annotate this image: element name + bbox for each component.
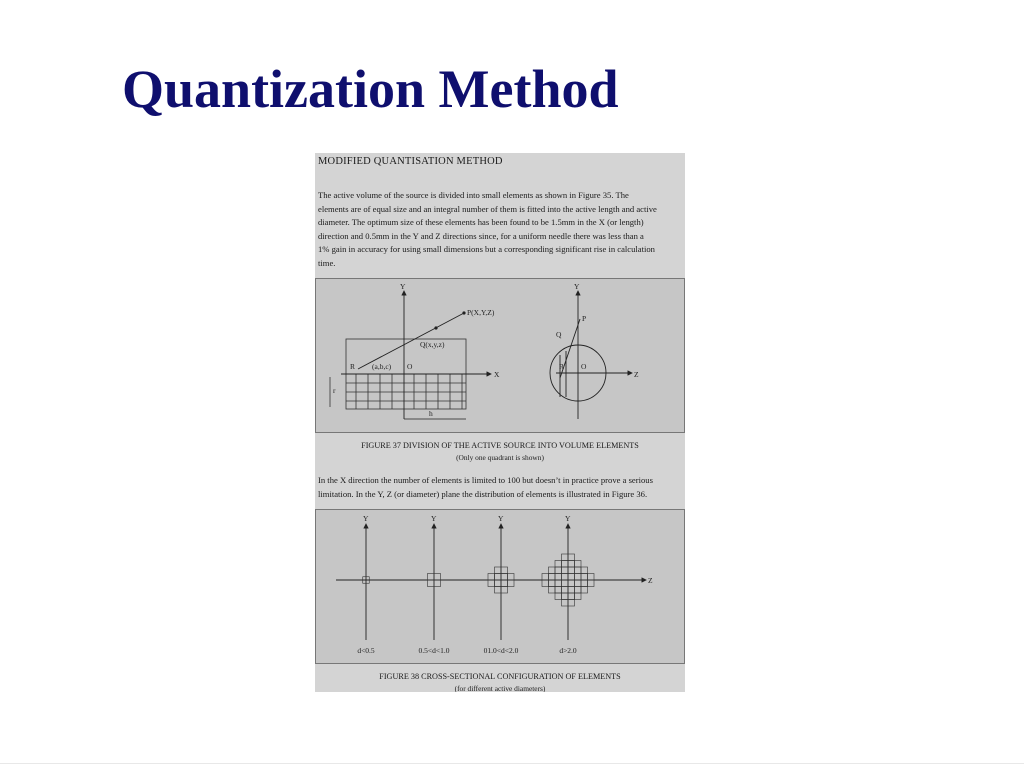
fig37-label-rdim: r [333, 386, 336, 395]
grid-cell [501, 587, 508, 594]
figure-38-caption: FIGURE 38 CROSS-SECTIONAL CONFIGURATION OF ELEMENTS [379, 672, 621, 681]
grid-cell [555, 593, 562, 600]
fig37-label-abc: (a,b,c) [372, 362, 392, 371]
fig37-label-p-right: P [582, 314, 587, 323]
grid-cell [549, 587, 556, 594]
grid-cell [549, 567, 556, 574]
grid-cell [549, 580, 556, 587]
grid-cell [588, 580, 595, 587]
grid-cell [568, 554, 575, 561]
fig38-label-y: Y [498, 514, 504, 523]
grid-cell [568, 593, 575, 600]
grid-cell [575, 593, 582, 600]
figure-37-ray [358, 313, 464, 369]
grid-cell [434, 580, 441, 587]
scanned-document-image [315, 153, 685, 692]
grid-cell [562, 587, 569, 594]
grid-cell [562, 567, 569, 574]
figure-38-panel-label: 0.5<d<1.0 [418, 646, 450, 655]
figure-38-panel [542, 514, 594, 655]
fig38-label-y: Y [565, 514, 571, 523]
grid-cell [575, 574, 582, 581]
scan-heading: MODIFIED QUANTISATION METHOD [318, 156, 503, 167]
fig37-label-x: X [494, 370, 500, 379]
grid-cell [581, 587, 588, 594]
grid-cell [428, 574, 435, 581]
paragraph-line: 1% gain in accuracy for using small dimensions but a corresponding significant rise in calculation [318, 244, 655, 254]
grid-cell [501, 580, 508, 587]
figure-38-panel-label: d>2.0 [559, 646, 577, 655]
grid-cell [555, 567, 562, 574]
figure-38-panel [484, 514, 519, 655]
figure-38-panel-label: 01.0<d<2.0 [483, 646, 519, 655]
grid-cell [555, 574, 562, 581]
grid-cell [581, 574, 588, 581]
scan-paragraph-1 [318, 189, 684, 270]
grid-cell [549, 574, 556, 581]
grid-cell [568, 574, 575, 581]
grid-cell [562, 561, 569, 568]
fig37-label-h: h [429, 409, 433, 418]
paragraph-line: limitation. In the Y, Z (or diameter) plane the distribution of elements is illustrated in Figure 36. [318, 488, 648, 499]
grid-cell [428, 580, 435, 587]
grid-cell [575, 580, 582, 587]
fig37-label-y: Y [400, 282, 406, 291]
figure-37-subcaption: (Only one quadrant is shown) [456, 453, 544, 462]
fig37-label-r-right: R [559, 362, 565, 371]
figure-38-subcaption: (for different active diameters) [454, 684, 546, 692]
grid-cell [555, 587, 562, 594]
grid-cell [562, 593, 569, 600]
grid-cell [501, 567, 508, 574]
grid-cell [562, 554, 569, 561]
paragraph-line: diameter. The optimum size of these elements has been found to be 1.5mm in the X (or length) [318, 217, 644, 227]
grid-cell [575, 587, 582, 594]
fig38-label-y: Y [363, 514, 369, 523]
paragraph-line: direction and 0.5mm in the Y and Z directions since, for a uniform needle there was less than a [318, 230, 644, 241]
grid-cell [501, 574, 508, 581]
grid-cell [488, 574, 495, 581]
grid-cell [555, 561, 562, 568]
grid-cell [568, 600, 575, 607]
figure-37-caption: FIGURE 37 DIVISION OF THE ACTIVE SOURCE INTO VOLUME ELEMENTS [361, 441, 639, 450]
paragraph-line: In the X direction the number of elements is limited to 100 but doesn’t in practice prove a serious [318, 475, 653, 485]
grid-cell [588, 574, 595, 581]
paragraph-line: The active volume of the source is divided into small elements as shown in Figure 35. The [318, 190, 629, 200]
grid-cell [575, 567, 582, 574]
fig37-label-q: Q(x,y,z) [420, 340, 445, 349]
grid-cell [508, 574, 515, 581]
fig37-label-y-right: Y [574, 282, 580, 291]
grid-cell [562, 574, 569, 581]
grid-cell [568, 567, 575, 574]
scan-paragraph-2 [318, 474, 684, 501]
figure-38-diagram [315, 509, 685, 664]
grid-cell [562, 580, 569, 587]
grid-cell [434, 574, 441, 581]
grid-cell [495, 580, 502, 587]
grid-cell [542, 580, 549, 587]
grid-cell [495, 574, 502, 581]
slide-footer-divider [0, 763, 1024, 764]
grid-cell [488, 580, 495, 587]
figure-38-panel [357, 514, 375, 655]
slide-title: Quantization Method [122, 59, 619, 119]
grid-cell [581, 580, 588, 587]
figure-38-panel [419, 514, 450, 655]
fig37-label-o: O [407, 362, 413, 371]
grid-cell [542, 574, 549, 581]
paragraph-line: elements are of equal size and an integral number of them is fitted into the active length and active [318, 203, 657, 214]
fig38-label-y: Y [431, 514, 437, 523]
figure-38-panel-label: d<0.5 [357, 646, 375, 655]
fig38-label-z: Z [648, 576, 653, 585]
grid-cell [495, 587, 502, 594]
fig37-label-z: Z [634, 370, 639, 379]
grid-cell [568, 580, 575, 587]
grid-cell [568, 587, 575, 594]
figure-37-right-diagram [550, 291, 632, 419]
fig37-label-r: R [350, 362, 356, 371]
grid-cell [495, 567, 502, 574]
grid-cell [555, 580, 562, 587]
fig37-label-p: P(X,Y,Z) [467, 308, 495, 317]
paragraph-line: time. [318, 257, 336, 268]
grid-cell [575, 561, 582, 568]
grid-cell [508, 580, 515, 587]
grid-cell [568, 561, 575, 568]
grid-cell [581, 567, 588, 574]
fig37-label-o-right: O [581, 362, 587, 371]
fig37-label-q-right: Q [556, 330, 562, 339]
figure-37-diagram [315, 278, 685, 433]
grid-cell [562, 600, 569, 607]
